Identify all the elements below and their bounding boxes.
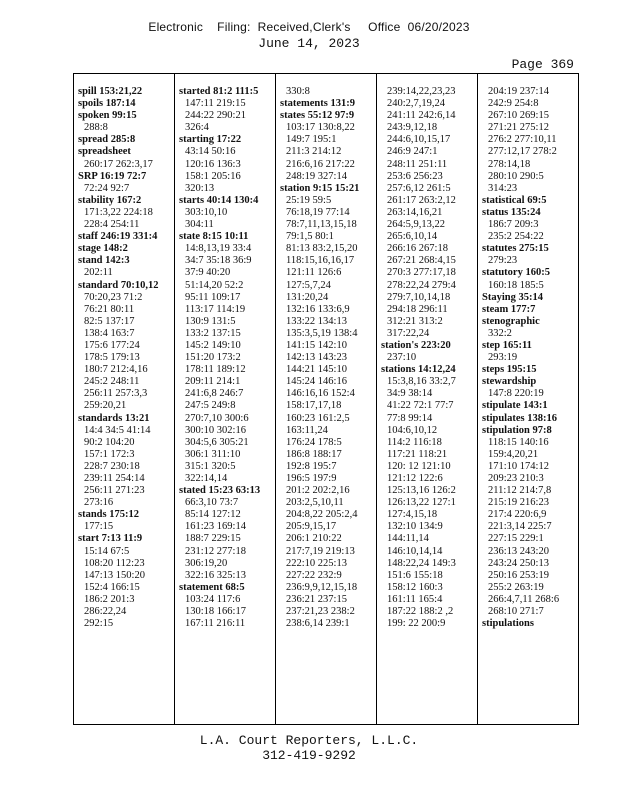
index-reference: 167:11 216:11 — [185, 618, 246, 630]
index-term: Staying 35:14 — [482, 291, 543, 303]
index-reference: 147:8 220:19 — [488, 388, 544, 400]
index-reference: 145:2 149:10 — [185, 339, 241, 351]
index-reference: 253:6 256:23 — [387, 170, 443, 182]
index-reference: 270:3 277:17,18 — [387, 267, 456, 279]
index-reference: 133:2 137:15 — [185, 327, 241, 339]
index-reference: 278:14,18 — [488, 158, 531, 170]
index-column-1 — [78, 86, 176, 630]
index-reference: 14:4 34:5 41:14 — [84, 424, 151, 436]
index-reference: 268:10 271:7 — [488, 606, 544, 618]
index-reference: 152:4 166:15 — [84, 581, 140, 593]
index-reference: 180:7 212:4,16 — [84, 364, 148, 376]
index-reference: 314:23 — [488, 182, 518, 194]
index-reference: 157:1 172:3 — [84, 448, 135, 460]
index-reference: 243:9,12,18 — [387, 122, 438, 134]
index-reference: 14:8,13,19 33:4 — [185, 243, 252, 255]
index-reference: 171:3,22 224:18 — [84, 206, 153, 218]
index-reference: 135:3,5,19 138:4 — [286, 327, 358, 339]
index-term: status 135:24 — [482, 206, 541, 218]
index-reference: 216:6,16 217:22 — [286, 158, 355, 170]
index-reference: 130:9 131:5 — [185, 315, 236, 327]
index-term: standards 13:21 — [78, 412, 150, 424]
index-reference: 286:22,24 — [84, 606, 127, 618]
index-reference: 130:18 166:17 — [185, 606, 246, 618]
index-reference: 259:20,21 — [84, 400, 127, 412]
index-reference: 241:6,8 246:7 — [185, 388, 244, 400]
index-reference: 133:22 134:13 — [286, 315, 347, 327]
index-reference: 294:18 296:11 — [387, 303, 448, 315]
index-reference: 70:20,23 71:2 — [84, 291, 143, 303]
index-reference: 79:1,5 80:1 — [286, 231, 334, 243]
index-reference: 120:16 136:3 — [185, 158, 241, 170]
index-reference: 266:4,7,11 268:6 — [488, 593, 560, 605]
index-reference: 306:19,20 — [185, 557, 228, 569]
index-reference: 322:14,14 — [185, 473, 228, 484]
index-reference: 244:6,10,15,17 — [387, 134, 451, 146]
index-reference: 280:10 290:5 — [488, 170, 544, 182]
index-reference: 279:23 — [488, 255, 518, 267]
index-reference: 188:7 229:15 — [185, 533, 241, 545]
index-reference: 126:13,22 127:1 — [387, 497, 456, 509]
index-reference: 320:13 — [185, 182, 215, 194]
index-reference: 117:21 118:21 — [387, 448, 448, 460]
index-reference: 279:7,10,14,18 — [387, 291, 451, 303]
index-reference: 263:14,16,21 — [387, 206, 443, 218]
index-reference: 41:22 72:1 77:7 — [387, 400, 454, 412]
index-reference: 306:1 311:10 — [185, 448, 241, 460]
index-reference: 242:9 254:8 — [488, 98, 539, 110]
index-reference: 171:10 174:12 — [488, 460, 549, 472]
index-reference: 76:18,19 77:14 — [286, 206, 350, 218]
index-reference: 206:1 210:22 — [286, 533, 342, 545]
index-reference: 244:22 290:21 — [185, 110, 246, 122]
index-reference: 127:4,15,18 — [387, 509, 438, 521]
index-reference: 158:17,17,18 — [286, 400, 342, 412]
index-reference: 186:7 209:3 — [488, 219, 539, 231]
index-reference: 141:15 142:10 — [286, 339, 347, 351]
index-reference: 264:5,9,13,22 — [387, 219, 446, 231]
index-reference: 312:21 313:2 — [387, 315, 443, 327]
index-reference: 330:8 — [286, 86, 310, 97]
index-reference: 256:11 257:3,3 — [84, 388, 148, 400]
index-reference: 78:7,11,13,15,18 — [286, 219, 357, 231]
index-reference: 149:7 195:1 — [286, 134, 337, 146]
index-term: spoken 99:15 — [78, 110, 137, 122]
index-term: stands 175:12 — [78, 509, 139, 521]
index-term: statutes 275:15 — [482, 243, 549, 255]
index-reference: 260:17 262:3,17 — [84, 158, 153, 170]
index-reference: 267:10 269:15 — [488, 110, 549, 122]
index-reference: 144:21 145:10 — [286, 364, 347, 376]
index-reference: 199: 22 200:9 — [387, 618, 446, 630]
index-reference: 159:4,20,21 — [488, 448, 539, 460]
index-reference: 255:2 263:19 — [488, 581, 544, 593]
index-reference: 148:22,24 149:3 — [387, 557, 456, 569]
index-term: staff 246:19 331:4 — [78, 231, 158, 243]
index-reference: 144:11,14 — [387, 533, 429, 545]
index-term: stenographic — [482, 315, 540, 327]
index-reference: 132:10 134:9 — [387, 521, 443, 533]
index-reference: 178:5 179:13 — [84, 352, 140, 364]
index-reference: 104:6,10,12 — [387, 424, 438, 436]
index-reference: 118:15 140:16 — [488, 436, 549, 448]
index-reference: 158:1 205:16 — [185, 170, 241, 182]
index-term: step 165:11 — [482, 339, 532, 351]
index-reference: 245:2 248:11 — [84, 376, 140, 388]
index-reference: 81:13 83:2,15,20 — [286, 243, 358, 255]
index-reference: 85:14 127:12 — [185, 509, 241, 521]
index-term: stations 14:12,24 — [381, 364, 456, 376]
index-reference: 186:8 188:17 — [286, 448, 342, 460]
index-reference: 271:21 275:12 — [488, 122, 549, 134]
index-reference: 265:6,10,14 — [387, 231, 438, 243]
index-reference: 237:10 — [387, 352, 417, 364]
index-reference: 76:21 80:11 — [84, 303, 135, 315]
index-term: stand 142:3 — [78, 255, 130, 267]
index-reference: 131:20,24 — [286, 291, 329, 303]
index-term: stage 148:2 — [78, 243, 128, 255]
index-reference: 90:2 104:20 — [84, 436, 135, 448]
filing-stamp: Electronic Filing: Received,Clerk's Office 06/20/2023 — [148, 20, 470, 34]
transcript-date: June 14, 2023 — [258, 36, 360, 51]
index-term: stipulate 143:1 — [482, 400, 548, 412]
index-term: states 55:12 97:9 — [280, 110, 355, 122]
index-reference: 304:5,6 305:21 — [185, 436, 249, 448]
index-reference: 103:17 130:8,22 — [286, 122, 355, 134]
index-reference: 108:20 112:23 — [84, 557, 145, 569]
index-reference: 246:9 247:1 — [387, 146, 438, 158]
index-term: statistical 69:5 — [482, 194, 547, 206]
index-reference: 221:3,14 225:7 — [488, 521, 552, 533]
index-reference: 151:6 155:18 — [387, 569, 443, 581]
index-reference: 277:12,17 278:2 — [488, 146, 557, 158]
index-reference: 176:24 178:5 — [286, 436, 342, 448]
index-reference: 113:17 114:19 — [185, 303, 246, 315]
index-reference: 243:24 250:13 — [488, 557, 549, 569]
index-reference: 303:10,10 — [185, 206, 228, 218]
index-reference: 163:11,24 — [286, 424, 328, 436]
index-reference: 227:15 229:1 — [488, 533, 544, 545]
index-reference: 186:2 201:3 — [84, 593, 135, 605]
index-reference: 326:4 — [185, 122, 209, 134]
index-reference: 257:6,12 261:5 — [387, 182, 451, 194]
index-reference: 288:8 — [84, 122, 108, 134]
index-reference: 151:20 173:2 — [185, 352, 241, 364]
index-term: SRP 16:19 72:7 — [78, 170, 147, 182]
index-reference: 201:2 202:2,16 — [286, 485, 350, 497]
index-reference: 211:3 214:12 — [286, 146, 342, 158]
index-reference: 175:6 177:24 — [84, 339, 140, 351]
index-reference: 231:12 277:18 — [185, 545, 246, 557]
index-reference: 209:11 214:1 — [185, 376, 241, 388]
index-reference: 266:16 267:18 — [387, 243, 448, 255]
index-term: standard 70:10,12 — [78, 279, 159, 291]
index-reference: 209:23 210:3 — [488, 473, 544, 484]
index-reference: 250:16 253:19 — [488, 569, 549, 581]
index-reference: 241:11 242:6,14 — [387, 110, 456, 122]
index-reference: 240:2,7,19,24 — [387, 98, 446, 110]
index-term: statements 131:9 — [280, 98, 355, 110]
index-term: spill 153:21,22 — [78, 86, 143, 97]
index-reference: 132:16 133:6,9 — [286, 303, 350, 315]
reporter-company: L.A. Court Reporters, L.L.C. — [199, 733, 419, 748]
index-column-3 — [280, 86, 378, 630]
index-reference: 37:9 40:20 — [185, 267, 231, 279]
index-reference: 236:21 237:15 — [286, 593, 347, 605]
index-reference: 228:7 230:18 — [84, 460, 140, 472]
index-reference: 34:9 38:14 — [387, 388, 433, 400]
index-reference: 267:21 268:4,15 — [387, 255, 456, 267]
index-reference: 146:10,14,14 — [387, 545, 443, 557]
reporter-phone: 312-419-9292 — [262, 748, 356, 763]
index-term: steam 177:7 — [482, 303, 536, 315]
index-term: stipulates 138:16 — [482, 412, 557, 424]
index-column-2 — [179, 86, 277, 630]
index-term: state 8:15 10:11 — [179, 231, 249, 243]
index-term: station's 223:20 — [381, 339, 451, 351]
index-reference: 146:16,16 152:4 — [286, 388, 355, 400]
index-reference: 147:11 219:15 — [185, 98, 246, 110]
index-reference: 304:11 — [185, 219, 214, 231]
index-reference: 217:7,19 219:13 — [286, 545, 355, 557]
index-reference: 77:8 99:14 — [387, 412, 433, 424]
index-reference: 202:11 — [84, 267, 113, 279]
index-term: stewardship — [482, 376, 537, 388]
index-reference: 34:7 35:18 36:9 — [185, 255, 252, 267]
index-frame — [73, 73, 579, 725]
index-term: steps 195:15 — [482, 364, 537, 376]
index-reference: 222:10 225:13 — [286, 557, 347, 569]
index-reference: 315:1 320:5 — [185, 460, 236, 472]
index-reference: 142:13 143:23 — [286, 352, 347, 364]
index-reference: 114:2 116:18 — [387, 436, 442, 448]
index-reference: 196:5 197:9 — [286, 473, 337, 484]
index-reference: 203:2,5,10,11 — [286, 497, 344, 509]
index-reference: 177:15 — [84, 521, 114, 533]
index-reference: 43:14 50:16 — [185, 146, 236, 158]
index-reference: 317:22,24 — [387, 327, 430, 339]
index-term: starts 40:14 130:4 — [179, 194, 259, 206]
index-reference: 205:9,15,17 — [286, 521, 337, 533]
index-reference: 15:3,8,16 33:2,7 — [387, 376, 456, 388]
index-reference: 120: 12 121:10 — [387, 460, 451, 472]
index-reference: 228:4 254:11 — [84, 219, 140, 231]
index-reference: 161:11 165:4 — [387, 593, 443, 605]
index-reference: 125:13,16 126:2 — [387, 485, 456, 497]
index-reference: 292:15 — [84, 618, 114, 630]
index-reference: 118:15,16,16,17 — [286, 255, 355, 267]
index-term: stipulations — [482, 618, 534, 630]
index-reference: 103:24 117:6 — [185, 593, 241, 605]
index-term: stability 167:2 — [78, 194, 142, 206]
index-term: stipulation 97:8 — [482, 424, 552, 436]
index-reference: 138:4 163:7 — [84, 327, 135, 339]
index-reference: 178:11 189:12 — [185, 364, 246, 376]
index-reference: 322:16 325:13 — [185, 569, 246, 581]
index-reference: 276:2 277:10,11 — [488, 134, 557, 146]
index-term: station 9:15 15:21 — [280, 182, 360, 194]
index-reference: 82:5 137:17 — [84, 315, 135, 327]
index-reference: 273:16 — [84, 497, 114, 509]
index-reference: 145:24 146:16 — [286, 376, 347, 388]
index-reference: 121:12 122:6 — [387, 473, 443, 484]
index-term: starting 17:22 — [179, 134, 242, 146]
index-reference: 158:12 160:3 — [387, 581, 443, 593]
index-reference: 215:19 216:23 — [488, 497, 549, 509]
index-reference: 270:7,10 300:6 — [185, 412, 249, 424]
index-reference: 211:12 214:7,8 — [488, 485, 552, 497]
index-reference: 147:13 150:20 — [84, 569, 145, 581]
index-reference: 161:23 169:14 — [185, 521, 246, 533]
index-column-4 — [381, 86, 479, 630]
index-reference: 239:14,22,23,23 — [387, 86, 456, 97]
index-term: stated 15:23 63:13 — [179, 485, 261, 497]
index-reference: 248:19 327:14 — [286, 170, 347, 182]
index-term: spread 285:8 — [78, 134, 136, 146]
index-reference: 95:11 109:17 — [185, 291, 241, 303]
index-reference: 300:10 302:16 — [185, 424, 246, 436]
index-reference: 25:19 59:5 — [286, 194, 332, 206]
index-reference: 238:6,14 239:1 — [286, 618, 350, 630]
index-reference: 160:18 185:5 — [488, 279, 544, 291]
index-reference: 72:24 92:7 — [84, 182, 130, 194]
index-reference: 293:19 — [488, 352, 518, 364]
index-reference: 247:5 249:8 — [185, 400, 236, 412]
index-reference: 160:23 161:2,5 — [286, 412, 350, 424]
index-term: spoils 187:14 — [78, 98, 136, 110]
index-reference: 217:4 220:6,9 — [488, 509, 547, 521]
index-reference: 236:9,9,12,15,18 — [286, 581, 358, 593]
index-reference: 66:3,10 73:7 — [185, 497, 239, 509]
index-reference: 278:22,24 279:4 — [387, 279, 456, 291]
index-reference: 248:11 251:11 — [387, 158, 448, 170]
index-reference: 187:22 188:2 ,2 — [387, 606, 454, 618]
index-reference: 261:17 263:2,12 — [387, 194, 456, 206]
index-reference: 236:13 243:20 — [488, 545, 549, 557]
index-reference: 192:8 195:7 — [286, 460, 337, 472]
index-term: spreadsheet — [78, 146, 131, 158]
index-reference: 127:5,7,24 — [286, 279, 331, 291]
index-term: statement 68:5 — [179, 581, 245, 593]
index-term: start 7:13 11:9 — [78, 533, 143, 545]
index-reference: 204:8,22 205:2,4 — [286, 509, 358, 521]
index-reference: 204:19 237:14 — [488, 86, 549, 97]
index-reference: 239:11 254:14 — [84, 473, 145, 484]
index-reference: 51:14,20 52:2 — [185, 279, 244, 291]
index-column-5 — [482, 86, 580, 630]
index-term: started 81:2 111:5 — [179, 86, 259, 97]
index-reference: 121:11 126:6 — [286, 267, 342, 279]
index-reference: 235:2 254:22 — [488, 231, 544, 243]
index-term: statutory 160:5 — [482, 267, 550, 279]
page-number: Page 369 — [511, 57, 574, 72]
index-reference: 15:14 67:5 — [84, 545, 130, 557]
index-reference: 256:11 271:23 — [84, 485, 145, 497]
index-reference: 227:22 232:9 — [286, 569, 342, 581]
index-reference: 237:21,23 238:2 — [286, 606, 355, 618]
index-reference: 332:2 — [488, 327, 512, 339]
